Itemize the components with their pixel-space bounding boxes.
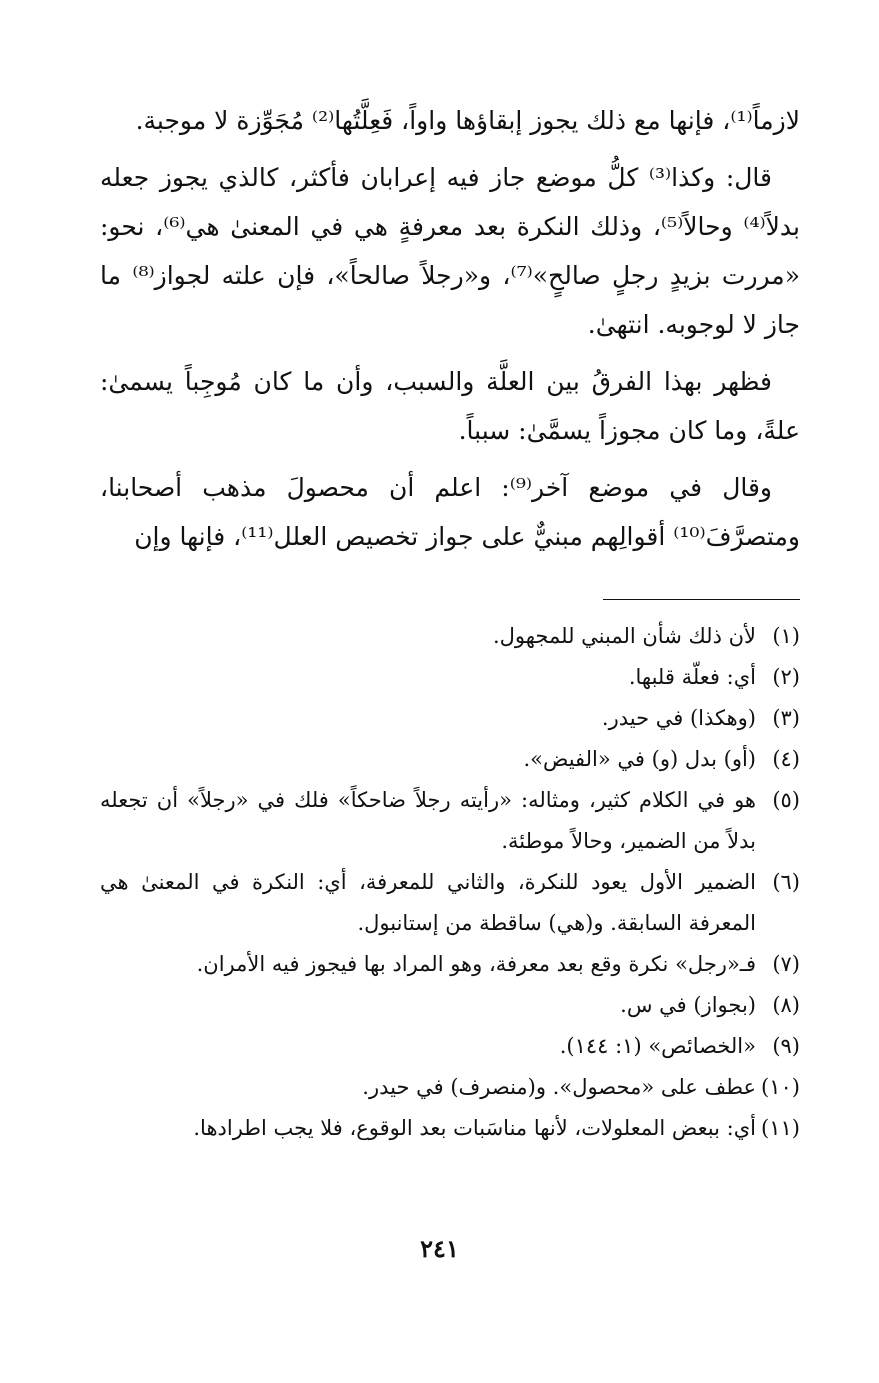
footnote-number: (١٠) bbox=[761, 1075, 800, 1099]
footnote-number: (١) bbox=[772, 624, 800, 648]
footnote-text: (وهكذا) في حيدر. bbox=[601, 706, 756, 730]
footnote bbox=[100, 985, 800, 1026]
footnote-number: (٣) bbox=[772, 706, 800, 730]
paragraph-another-quote: وقال في موضع آخر⁽⁹⁾: اعلم أن محصولَ مذهب أصحابنا، ومتصرَّفَ⁽¹⁰⁾ أقوالِهم مبنيٌّ على جواز تخصيص العلل⁽¹¹⁾، فإنها وإن bbox=[100, 473, 800, 551]
footnote bbox=[100, 780, 800, 862]
footnote bbox=[100, 657, 800, 698]
footnote-text: «الخصائص» (١: ١٤٤). bbox=[559, 1034, 756, 1058]
footnote-number: (٩) bbox=[772, 1034, 800, 1058]
footnote-number: (٧) bbox=[772, 952, 800, 976]
footnote-text: أي: فعلّة قلبها. bbox=[628, 665, 756, 689]
page-number: ٢٤١ bbox=[420, 1234, 459, 1263]
footnote bbox=[100, 1026, 800, 1067]
footnote bbox=[100, 944, 800, 985]
footnote-number: (٢) bbox=[772, 665, 800, 689]
footnote-text: (بجواز) في س. bbox=[620, 993, 756, 1017]
paragraph-conclusion: فظهر بهذا الفرقُ بين العلَّة والسبب، وأن ما كان مُوجِباً يسمىٰ: علةً، وما كان مجوزاً يسمَّىٰ: سبباً. bbox=[100, 367, 800, 445]
footnote bbox=[100, 698, 800, 739]
footnote-separator bbox=[603, 599, 800, 600]
footnote bbox=[100, 739, 800, 780]
footnote-text: عطف على «محصول». و(منصرف) في حيدر. bbox=[362, 1075, 756, 1099]
footnote bbox=[100, 616, 800, 657]
footnote-number: (٤) bbox=[772, 747, 800, 771]
footnote bbox=[100, 1067, 800, 1108]
paragraph-continuation: لازماً⁽¹⁾، فإنها مع ذلك يجوز إبقاؤها واواً، فَعِلَّتُها⁽²⁾ مُجَوِّزة لا موجبة. bbox=[135, 106, 800, 135]
footnote-text: (أو) بدل (و) في «الفيض». bbox=[523, 747, 756, 771]
footnote-text: فـ«رجل» نكرة وقع بعد معرفة، وهو المراد بها فيجوز فيه الأمران. bbox=[196, 952, 756, 976]
paragraph-quote: قال: وكذا⁽³⁾ كلُّ موضع جاز فيه إعرابان فأكثر، كالذي يجوز جعله بدلاً⁽⁴⁾ وحالاً⁽⁵⁾، وذلك النكرة بعد معرفةٍ هي في المعنىٰ هي⁽⁶⁾، نحو: «مررت بزيدٍ رجلٍ صالحٍ»⁽⁷⁾، و«رجلاً صالحاً»، فإن علته لجواز⁽⁸⁾ ما جاز لا لوجوبه. انتهىٰ. bbox=[100, 163, 800, 339]
footnote bbox=[100, 862, 800, 944]
footnote-number: (١١) bbox=[761, 1116, 800, 1140]
footnote-text: الضمير الأول يعود للنكرة، والثاني للمعرفة، أي: النكرة في المعنىٰ هي المعرفة السابقة. و(هي) ساقطة من إستانبول. bbox=[100, 870, 756, 935]
footnotes bbox=[100, 616, 800, 1149]
footnote-number: (٦) bbox=[772, 870, 800, 894]
footnote-text: هو في الكلام كثير، ومثاله: «رأيته رجلاً ضاحكاً» فلك في «رجلاً» أن تجعله بدلاً من الضمير، وحالاً موطئة. bbox=[100, 788, 756, 853]
main-text bbox=[100, 96, 800, 569]
footnote-text: أي: ببعض المعلولات، لأنها مناسَبات بعد الوقوع، فلا يجب اطرادها. bbox=[193, 1116, 756, 1140]
footnote-text: لأن ذلك شأن المبني للمجهول. bbox=[492, 624, 756, 648]
footnote bbox=[100, 1108, 800, 1149]
footnote-number: (٥) bbox=[772, 788, 800, 812]
footnote-number: (٨) bbox=[772, 993, 800, 1017]
